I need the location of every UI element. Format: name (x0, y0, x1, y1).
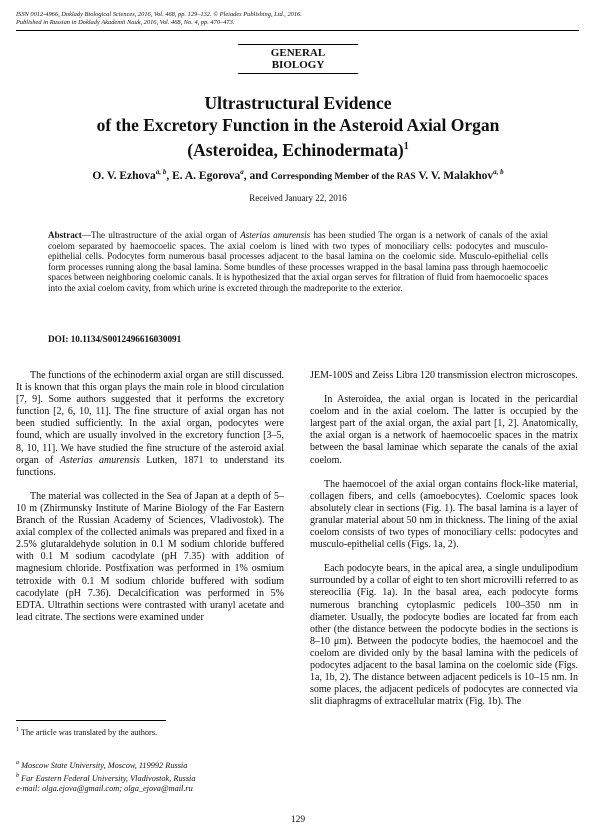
journal-header-line2: Published in Russian in Doklady Akademii Nauk, 2016, Vol. 468, No. 4, pp. 470–473. (16, 19, 235, 26)
author-3-affil: a, b (493, 168, 504, 176)
left-paragraph-1 (16, 370, 284, 479)
right-paragraph-3: The haemocoel of the axial organ contains flock-like material, collagen fibers, and cells (amoebocytes). Coelomic spaces look absolutely clear in sections (Fig. 1). The basal lamina is a layer of granular material about 50 nm in thickness. The lining of the axial coelom consists of two types of monociliary cells: podocytes and musculo-epithelial cells (Figs. 1a, 2). (310, 478, 578, 551)
article-title (40, 92, 556, 161)
page-number: 129 (290, 815, 306, 825)
affiliation-a-mark: a (16, 760, 19, 766)
left-column (16, 370, 284, 636)
section-label-line1: GENERAL (270, 47, 326, 59)
author-sep-1: , (166, 169, 173, 182)
title-line3-text: (Asteroidea, Echinodermata) (187, 139, 404, 160)
title-line3 (40, 136, 556, 161)
section-label-line2: BIOLOGY (271, 59, 325, 71)
member-title: Corresponding Member of the RAS (270, 171, 416, 182)
right-paragraph-4: Each podocyte bears, in the apical area, a single undulipodium surrounded by a collar of eight to ten short microvilli referred to as stereocilia (Fig. 1a). In the basal area, each podocyte forms numerous branching cytoplasmic pedicels 100–350 nm in diameter. Usually, the podocyte bodies are located far from each other (the distance between the podocyte bodies in the sections is 8–10 μm). Between the podocyte bodies, the haemocoel and the coelom are divided only by the basal lamina with the pedicels of podocytes adjacent to the basal lamina on the coelomic side (Figs. 1a, 1b, 2). The distance between adjacent pedicels is 10–15 nm. In some places, the adjacent pedicels of podocytes are connected via slit diaphragms of extracellular matrix (Fig. 1b). The (310, 563, 578, 708)
left-p1-before: The functions of the echinoderm axial organ are still discussed. It is known that this organ plays the main role in blood circulation [7, 9]. Some authors suggested that it performs the excretory function [2, 6, 10, 11]. The fine structure of axial organ has not been studied sufficiently. In the axial organ, podocytes were found, which are usually involved in the excretory function [3–5, 8, 10, 11]. We have studied the fine structure of the asteroid axial organ of (16, 370, 284, 466)
left-paragraph-2: The material was collected in the Sea of Japan at a depth of 5–10 m (Zhirmunsky Institute of Marine Biology of the Far Eastern Branch of the Russian Academy of Sciences, Vladivostok). The axial complex of the collected animals was prepared and fixed in a 2.5% glutaraldehyde solution in 0.1 M sodium chloride buffered with 0.1 M sodium cacodylate (pH 7.35) with addition of magnesium chloride. Postfixation was performed in 1% osmium tetroxide with 0.1 M sodium chloride buffered with sodium cacodylate (pH 7.36). Decalcification was performed in 5% EDTA. Ultrathin sections were contrasted with uranyl acetate and lead citrate. The sections were examined under (16, 490, 284, 623)
right-paragraph-2: In Asteroidea, the axial organ is located in the pericardial coelom and in the axial coelom. The latter is occupied by the largest part of the axial organ, the axial part [1, 2]. Anatomically, the axial organ is a network of haemocoelic spaces in the matrix between the basal laminae which separate the canals of the axial coelom. (310, 394, 578, 466)
author-3: V. V. Malakhov (415, 169, 494, 182)
left-p1-after: Lutken, 1871 to understand its functions. (16, 454, 284, 478)
affiliations (16, 758, 284, 794)
title-line2: of the Excretory Function in the Asteroid Axial Organ (96, 115, 500, 135)
journal-header (16, 11, 302, 27)
abstract-text-after: has been studied The organ is a network of canals of the axial coelom separated by haemocoelic spaces. The axial coelom is lined with two types of monociliary cells: podocytes and musculo-epithelial cells. Podocytes form numerous basal processes adjacent to the basal lamina on the coelomic side. Musculo-epithelial cells form processes running along the basal lamina. Some bundles of these processes wrapped in the basal lamina pass through haemocoelic spaces between neighboring coelomic canals. It is hypothesized that the axial organ serves for filtration of fluid from haemocoelic spaces into the axial coelom cavity, from which urine is excreted through the madreporite to the exterior. (48, 230, 548, 293)
section-rule-top (238, 44, 358, 45)
affiliation-b-text: Far Eastern Federal University, Vladivostok, Russia (19, 773, 196, 783)
abstract (48, 230, 548, 293)
footnote-rule (16, 720, 166, 721)
footnote-mark: 1 (16, 727, 19, 733)
author-1: O. V. Ezhova (92, 169, 156, 182)
author-sep-2: , and (243, 169, 271, 182)
title-footnote-mark: 1 (403, 141, 409, 152)
author-1-affil: a, b (155, 168, 167, 176)
affiliation-b (16, 771, 284, 784)
author-2: E. A. Egorova (172, 169, 241, 182)
doi: DOI: 10.1134/S0012496616030091 (48, 334, 182, 344)
journal-header-line1: ISSN 0012-4966, Doklady Biological Sciences, 2016, Vol. 468, pp. 129–132. © Pleiades Publishing, Ltd., 2016. (16, 11, 302, 18)
received-date: Received January 22, 2016 (249, 193, 347, 203)
affiliation-a-text: Moscow State University, Moscow, 119992 Russia (19, 760, 188, 770)
section-rule-bottom (238, 73, 358, 74)
author-2-affil: a (240, 168, 244, 176)
footnote-text: The article was translated by the authors. (19, 727, 158, 737)
contact-email[interactable]: e-mail: olga.ejova@gmail.com; olga_ejova@mail.ru (16, 783, 193, 793)
affiliation-b-mark: b (16, 772, 19, 779)
title-line1: Ultrastructural Evidence (204, 93, 392, 113)
header-rule (16, 30, 579, 31)
section-label (238, 42, 358, 76)
right-column (310, 370, 578, 720)
abstract-text-before: —The ultrastructure of the axial organ of (81, 230, 241, 240)
affiliation-a (16, 758, 284, 771)
footnote (16, 725, 284, 738)
left-p1-species: Asterias amurensis (59, 454, 140, 466)
abstract-label: Abstract (48, 230, 82, 240)
right-paragraph-1: JEM-100S and Zeiss Libra 120 transmission electron microscopes. (310, 370, 578, 381)
abstract-species: Asterias amurensis (240, 230, 311, 240)
authors (40, 168, 556, 182)
